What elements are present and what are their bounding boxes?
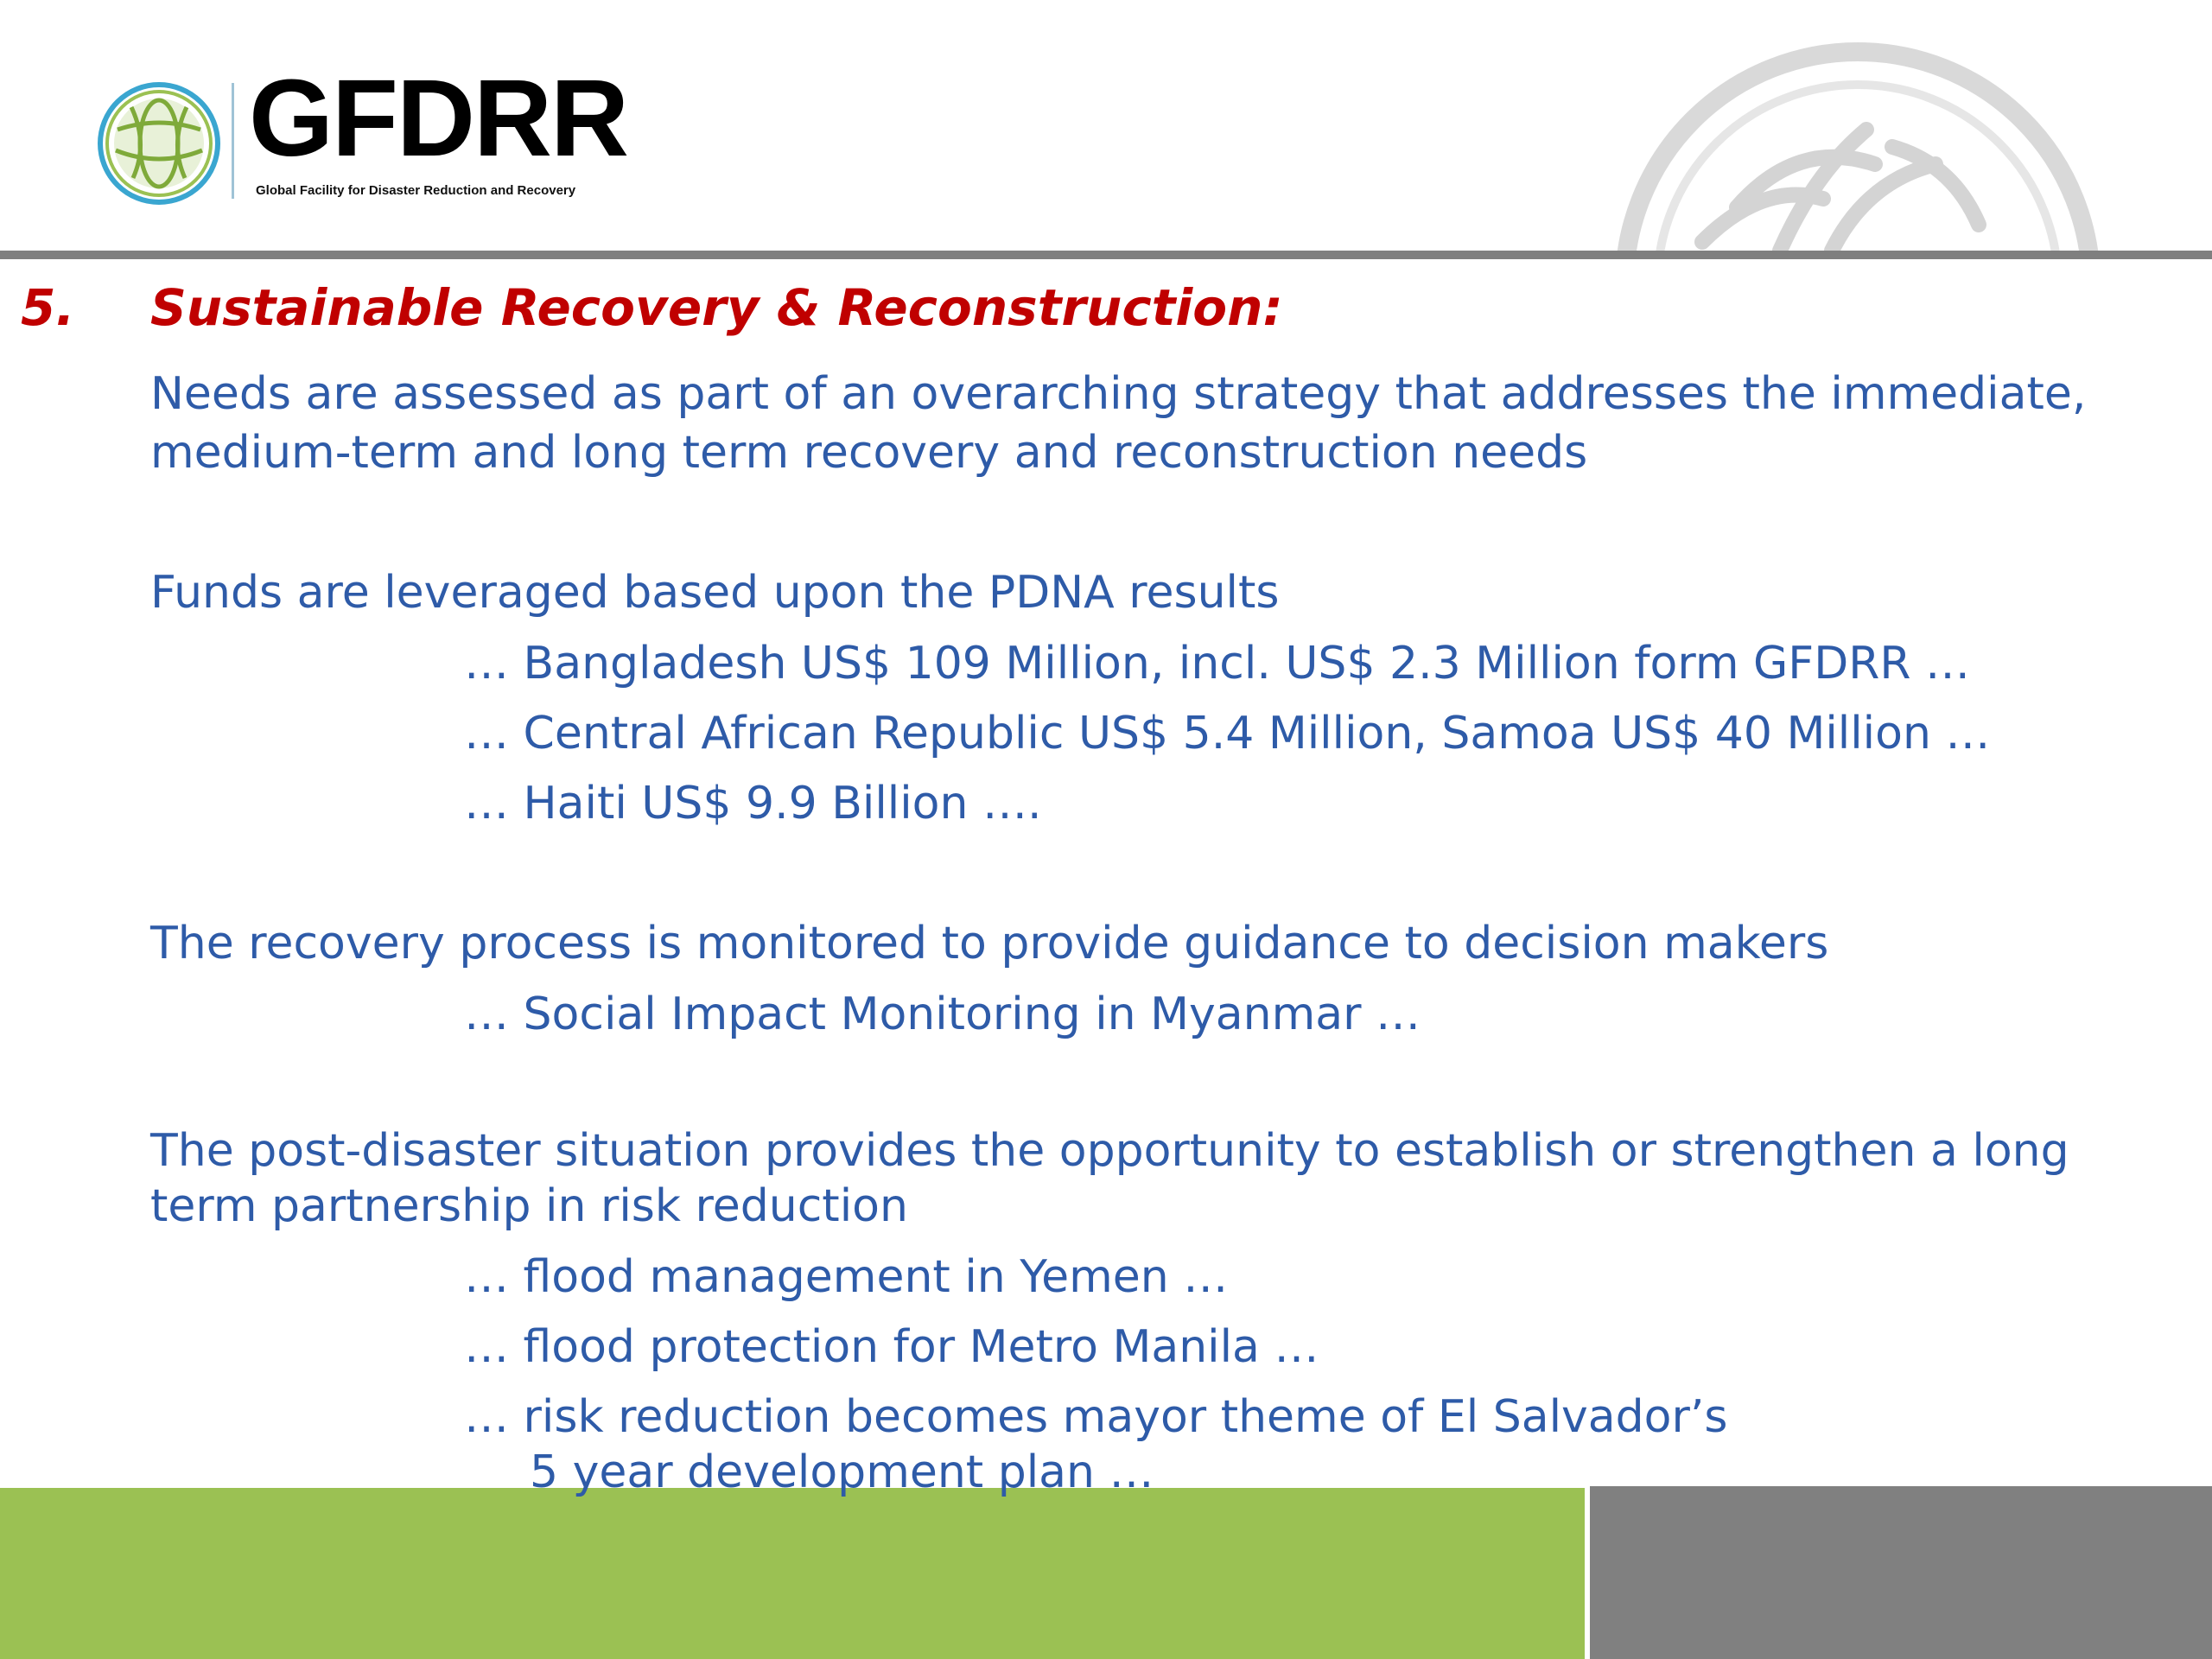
partnership-item-yemen: … flood management in Yemen … (464, 1251, 1229, 1303)
monitoring-item-myanmar: … Social Impact Monitoring in Myanmar … (464, 988, 1421, 1040)
gfdrr-logo (97, 57, 658, 206)
section-number: 5. (21, 278, 75, 337)
globe-logo-icon (97, 81, 221, 206)
partnership-line-2: term partnership in risk reduction (150, 1180, 908, 1232)
partnership-item-manila: … flood protection for Metro Manila … (464, 1321, 1319, 1373)
watermark-globe-icon (1607, 35, 2108, 251)
partnership-item-continuation: 5 year development plan … (530, 1446, 1154, 1498)
needs-line-1: Needs are assessed as part of an overarching strategy that addresses the immediate, (150, 368, 2087, 420)
needs-line-2: medium-term and long term recovery and reconstruction needs (150, 427, 1588, 479)
partnership-line-1: The post-disaster situation provides the opportunity to establish or strengthen a long (150, 1125, 2069, 1177)
logo-tagline: Global Facility for Disaster Reduction and Recovery (256, 183, 576, 198)
partnership-item-el-salvador: … risk reduction becomes mayor theme of El Salvador’s (464, 1391, 1728, 1443)
monitoring-lead: The recovery process is monitored to provide guidance to decision makers (150, 918, 1829, 969)
header-divider (0, 251, 2212, 259)
funds-lead: Funds are leveraged based upon the PDNA results (150, 567, 1280, 619)
funds-item-haiti: … Haiti US$ 9.9 Billion …. (464, 778, 1042, 830)
logo-divider (232, 83, 234, 199)
logo-wordmark: GFDRR (249, 57, 627, 179)
footer-gray-band (1590, 1486, 2212, 1659)
funds-item-car-samoa: … Central African Republic US$ 5.4 Million, Samoa US$ 40 Million … (464, 708, 1991, 760)
footer-green-band (0, 1488, 1585, 1659)
funds-item-bangladesh: … Bangladesh US$ 109 Million, incl. US$ 2.3 Million form GFDRR … (464, 638, 1971, 690)
slide-title: Sustainable Recovery & Reconstruction: (150, 278, 1283, 337)
